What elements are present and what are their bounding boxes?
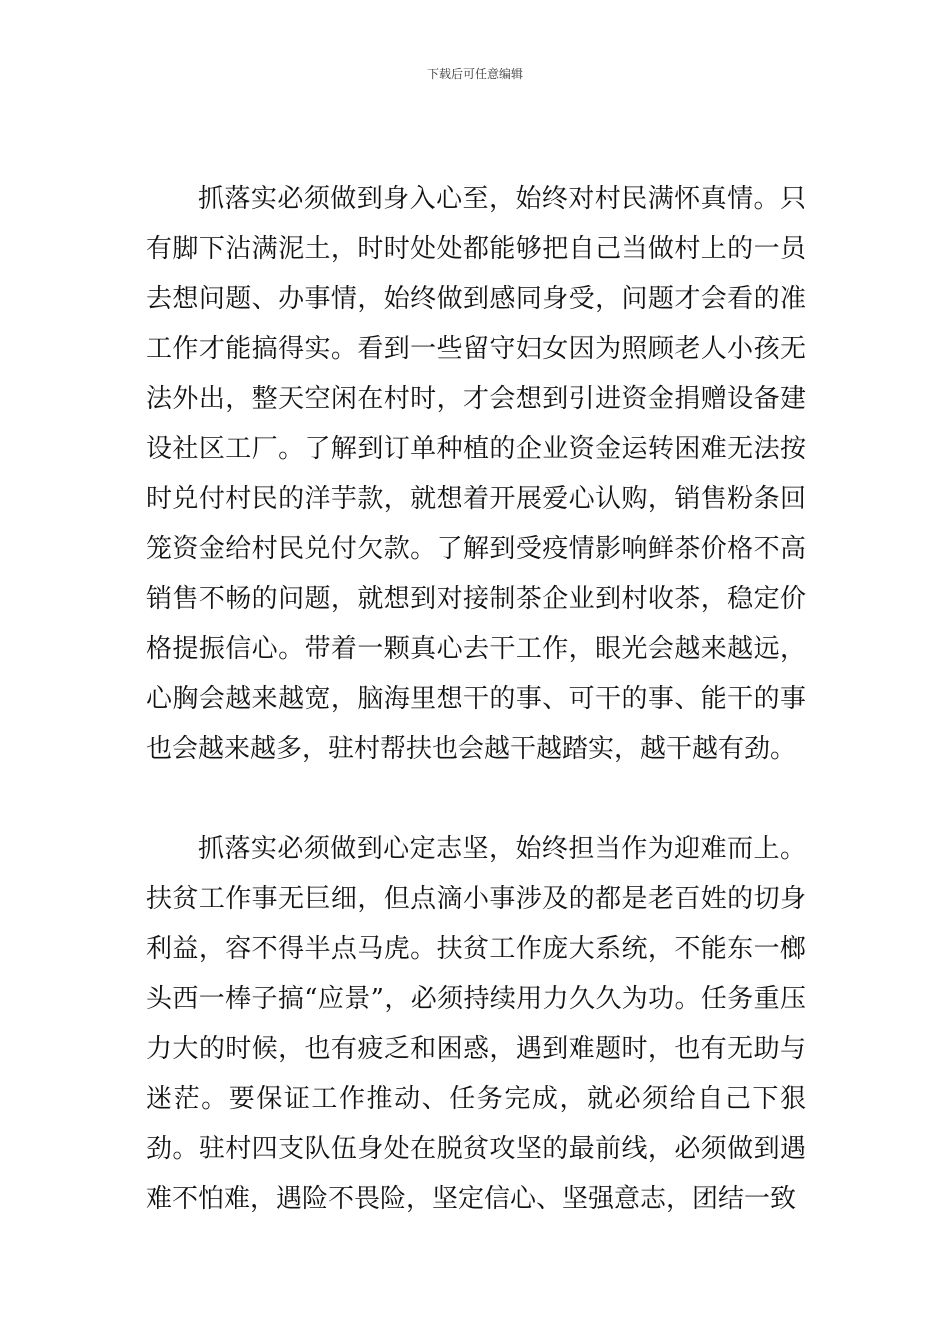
paragraph-1: 抓落实必须做到身入心至，始终对村民满怀真情。只有脚下沾满泥土，时时处处都能够把自己当做村上的一员去想问题、办事情，始终做到感同身受，问题才会看的准工作才能搞得实。看到一些留守妇女因为照顾老人小孩无法外出，整天空闲在村时，才会想到引进资金捐赠设备建设社区工厂。了解到订单种植的企业资金运转困难无法按时兑付村民的洋芋款，就想着开展爱心认购，销售粉条回笼资金给村民兑付欠款。了解到受疫情影响鲜茶价格不高销售不畅的问题，就想到对接制茶企业到村收茶，稳定价格提振信心。带着一颗真心去干工作，眼光会越来越远，心胸会越来越宽，脑海里想干的事、可干的事、能干的事也会越来越多，驻村帮扶也会越干越踏实，越干越有劲。 <box>146 184 806 764</box>
page-header: 下载后可任意编辑 <box>426 67 523 81</box>
paragraph-2: 抓落实必须做到心定志坚，始终担当作为迎难而上。扶贫工作事无巨细，但点滴小事涉及的都是老百姓的切身利益，容不得半点马虎。扶贫工作庞大系统，不能东一榔头西一棒子搞“应景”，必须持续用力久久为功。任务重压力大的时候，也有疲乏和困惑，遇到难题时，也有无助与迷茫。要保证工作推动、任务完成，就必须给自己下狠劲。驻村四支队伍身处在脱贫攻坚的最前线，必须做到遇难不怕难，遇险不畏险，坚定信心、坚强意志，团结一致 <box>146 834 806 1214</box>
document-body <box>146 174 806 1224</box>
